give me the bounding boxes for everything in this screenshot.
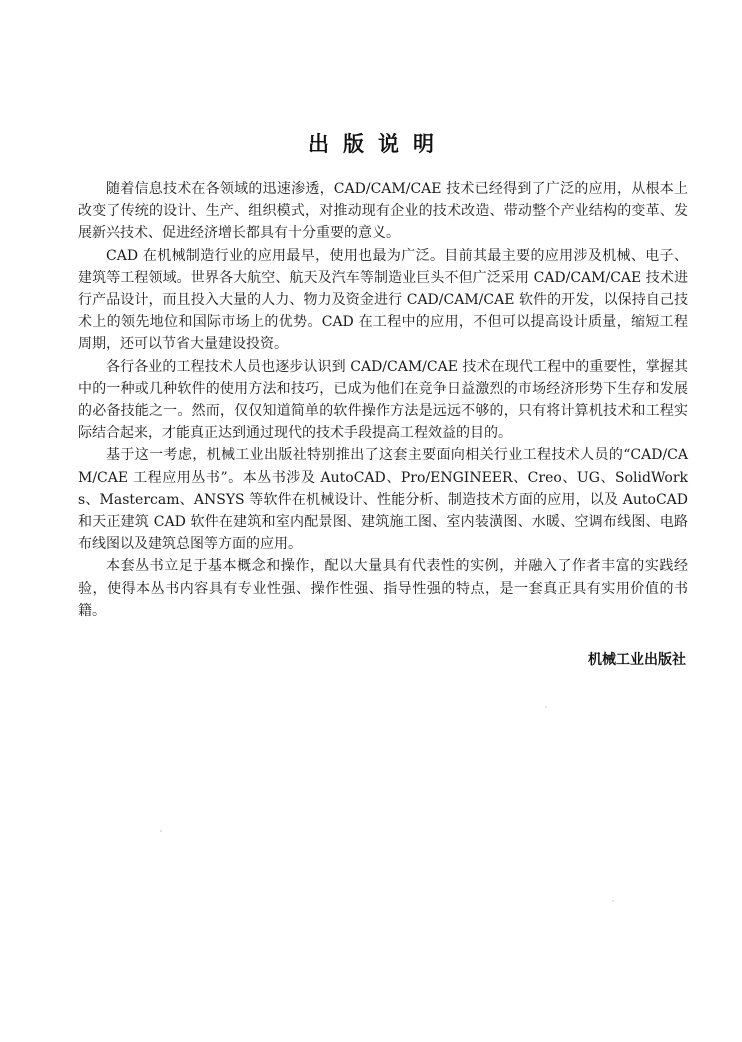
paper-speck xyxy=(612,900,614,902)
paragraph: CAD 在机械制造行业的应用最早，使用也最为广泛。目前其最主要的应用涉及机械、电子、建筑等工程领域。世界各大航空、航天及汽车等制造业巨头不但广泛采用 CAD/CAM/CAE 技术进行产品设计，而且投入大量的人力、物力及资金进行 CAD/CAM/CAE 软件的开发，以保持自己技术上的领先地位和国际市场上的优势。CAD 在工程中的应用，不但可以提高设计质量，缩短工程周期，还可以节省大量建设投资。 xyxy=(78,247,688,353)
paragraph: 各行各业的工程技术人员也逐步认识到 CAD/CAM/CAE 技术在现代工程中的重要性，掌握其中的一种或几种软件的使用方法和技巧，已成为他们在竞争日益激烈的市场经济形势下生存和发展的必备技能之一。然而，仅仅知道简单的软件操作方法是远远不够的，只有将计算机技术和工程实际结合起来，才能真正达到通过现代的技术手段提高工程效益的目的。 xyxy=(78,358,688,442)
page-title: 出版说明 xyxy=(308,131,448,156)
body-text xyxy=(78,178,688,622)
paper-speck xyxy=(160,830,162,832)
paragraph: 基于这一考虑，机械工业出版社特别推出了这套主要面向相关行业工程技术人员的“CAD/CAM/CAE 工程应用丛书”。本丛书涉及 AutoCAD、Pro/ENGINEER、Creo、UG、SolidWorks、Mastercam、ANSYS 等软件在机械设计、性能分析、制造技术方面的应用，以及 AutoCAD 和天正建筑 CAD 软件在建筑和室内配景图、建筑施工图、室内装潢图、水暖、空调布线图、电路布线图以及建筑总图等方面的应用。 xyxy=(78,447,688,553)
paragraph: 随着信息技术在各领域的迅速渗透，CAD/CAM/CAE 技术已经得到了广泛的应用，从根本上改变了传统的设计、生产、组织模式，对推动现有企业的技术改造、带动整个产业结构的变革、发展新兴技术、促进经济增长都具有十分重要的意义。 xyxy=(78,181,688,242)
paragraph: 本套丛书立足于基本概念和操作，配以大量具有代表性的实例，并融入了作者丰富的实践经验，使得本丛书内容具有专业性强、操作性强、指导性强的特点，是一套真正具有实用价值的书籍。 xyxy=(78,558,688,619)
publisher-signature: 机械工业出版社 xyxy=(588,652,686,668)
paper-speck xyxy=(545,706,547,708)
